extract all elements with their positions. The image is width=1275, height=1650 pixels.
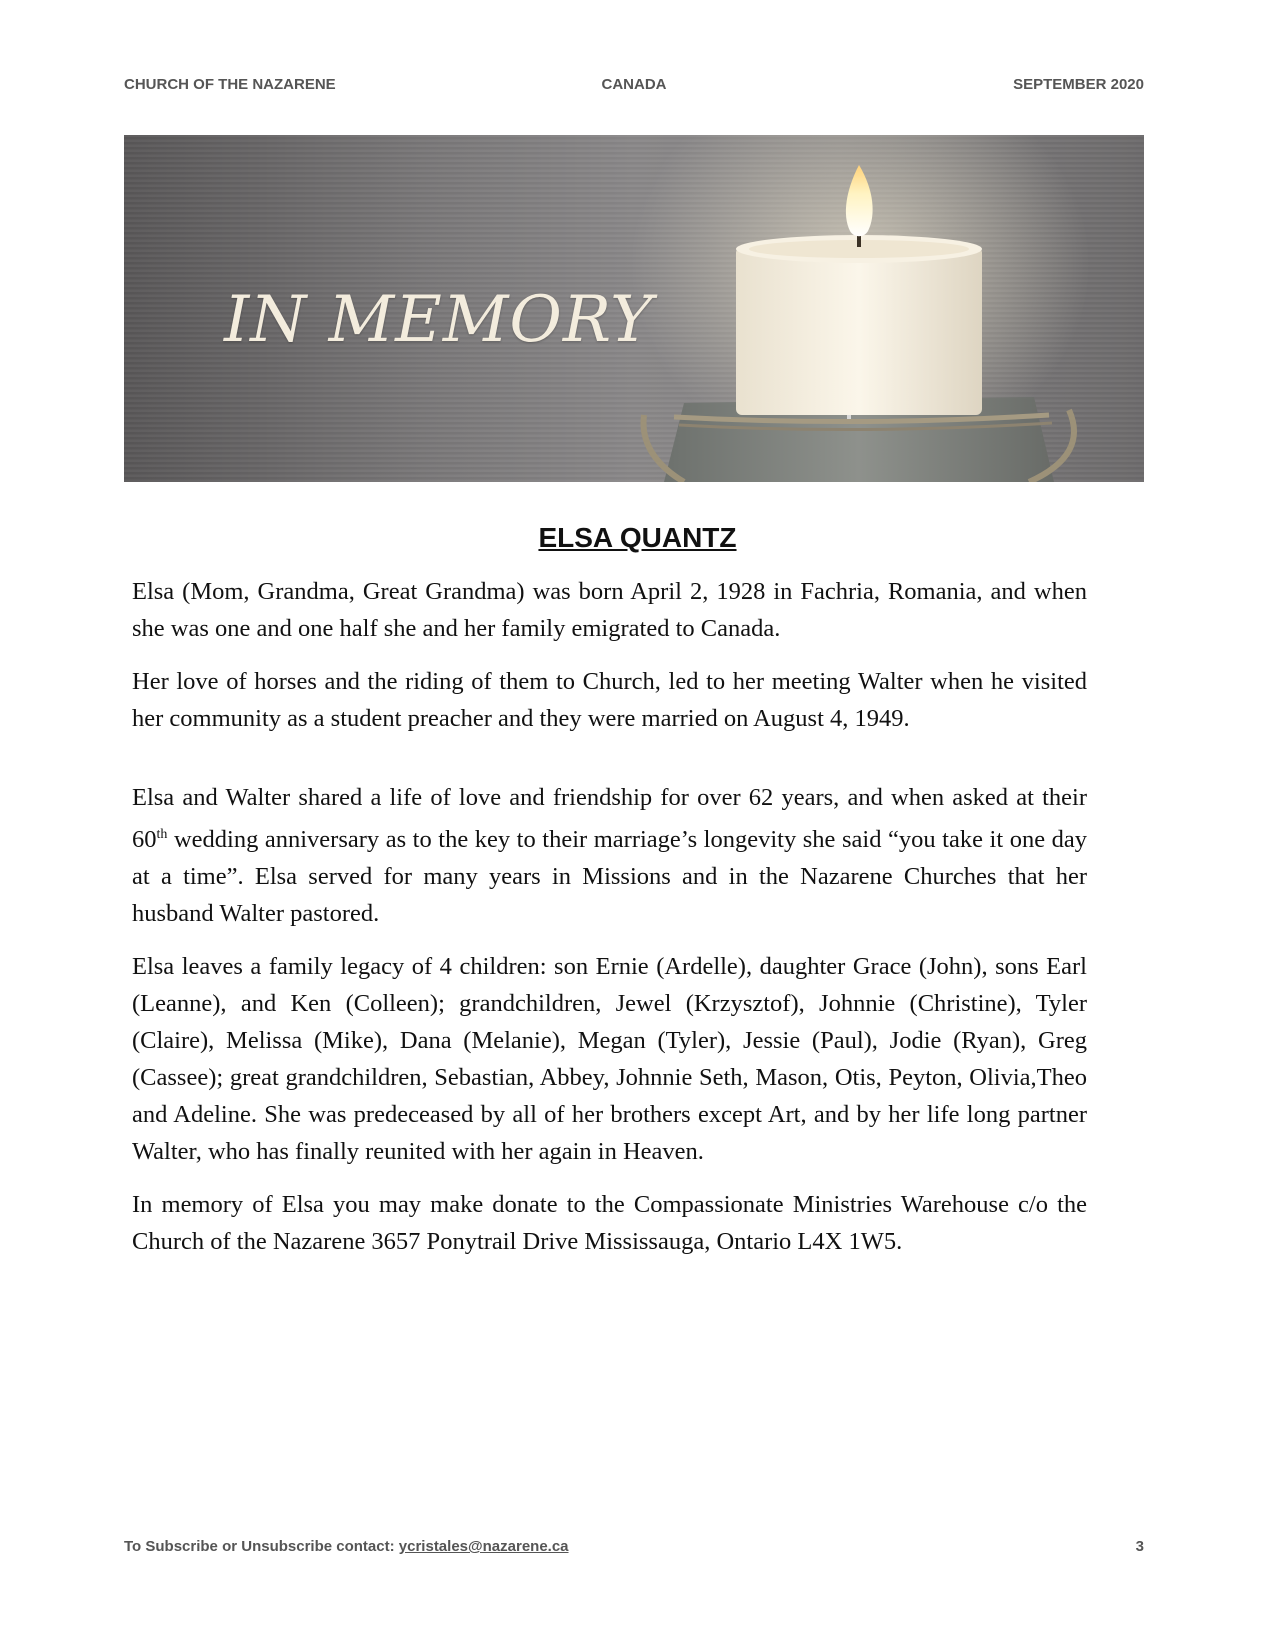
subscribe-text: To Subscribe or Unsubscribe contact: [124,1538,399,1555]
header-date: SEPTEMBER 2020 [1013,76,1144,93]
paragraph-family: Elsa leaves a family legacy of 4 children: son Ernie (Ardelle), daughter Grace (John), sons Earl (Leanne), and Ken (Colleen); grandchildren, Jewel (Krzysztof), Johnnie (Christine), Tyler (Claire), Melissa (Mike), Dana (Melanie), Megan (Tyler), Jessie (Paul), Jodie (Ryan), Greg (Cassee); great grandchildren, Sebastian, Abbey, Johnnie Seth, Mason, Otis, Peyton, Olivia,Theo and Adeline. She was predeceased by all of her brothers except Art, and by her life long partner Walter, who has finally reunited with her again in Heaven. [132,953,1087,1166]
paragraph-life-part2: wedding anniversary as to the key to their marriage’s longevity she said “you take it one day at a time”. Elsa served for many years in Missions and in the Nazarene Churches that her husband Walter pastored. [132,826,1087,928]
paragraph-birth: Elsa (Mom, Grandma, Great Grandma) was born April 2, 1928 in Fachria, Romania, and when she was one and one half she and her family emigrated to Canada. [132,578,1087,642]
banner-title: IN MEMORY [224,283,654,357]
subscribe-note [124,1538,569,1555]
paragraph-marriage: Her love of horses and the riding of them to Church, led to her meeting Walter when he visited her community as a student preacher and they were married on August 4, 1949. [132,668,1087,732]
header-country: CANADA [601,76,667,93]
page-number: 3 [1135,1538,1144,1555]
page-footer [124,1538,1144,1558]
ordinal-suffix: th [156,827,168,842]
memorial-banner [124,135,1144,482]
paragraph-life [132,779,1087,932]
article-body [132,573,1087,1276]
header-organization: CHURCH OF THE NAZARENE [124,76,336,93]
page-header [124,76,1144,96]
subscribe-email-link[interactable]: ycristales@nazarene.ca [398,1538,569,1555]
paragraph-life-part1: Elsa and Walter shared a life of love and friendship for over 62 years, and when asked at their 60 [132,784,1087,854]
article-title: ELSA QUANTZ [538,522,737,553]
paragraph-donation: In memory of Elsa you may make donate to the Compassionate Ministries Warehouse c/o the Church of the Nazarene 3657 Ponytrail Drive Mississauga, Ontario L4X 1W5. [132,1191,1087,1256]
